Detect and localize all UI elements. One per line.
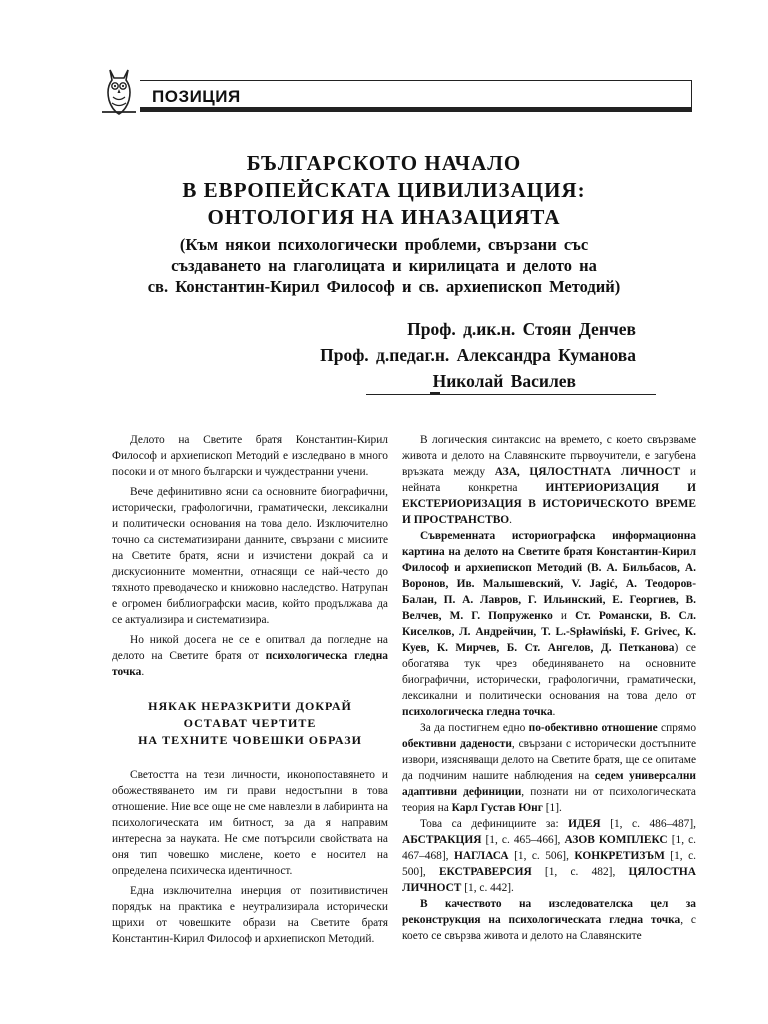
author: Проф. д.педаг.н. Александра Куманова xyxy=(320,345,636,365)
author: Проф. д.ик.н. Стоян Денчев xyxy=(407,319,636,339)
paragraph: Вече дефинитивно ясни са основните биографични, исторически, графологични, граматически, лексикални и политически основания на това дело. Изключително точно са систематизирани данните, свързани с мисиите на Светите братя, ясни и изчистени докрай са и дискусионните моментни, отнасящи се най-често до тяхното преводаческо и книжовно наследство. Натрупан е огромен библиографски масив, който продължава да се актуализира и систематизира. xyxy=(112,486,388,626)
paragraph: Това са дефинициите за: ИДЕЯ [1, с. 486–487], АБСТРАКЦИЯ [1, с. 465–466], АЗОВ КОМПЛЕКС [1, с. 467–468], НАГЛАСА [1, с. 506], КОНКРЕТИЗЪМ [1, с. 500], ЕКСТРАВЕРСИЯ [1, с. 482], ЦЯЛОСТНА ЛИЧНОСТ [1, с. 442]. xyxy=(402,818,697,894)
paragraph: В качеството на изследователска цел за реконструкция на психологическата гледна точка, с което се свързва живота и делото на Славянските xyxy=(402,898,696,942)
article-subtitle: (Към някои психологически проблеми, свързани със създаването на глаголицата и кирилицата и делото на св. Константин-Кирил Философ и св. архиепископ Методий) xyxy=(147,235,621,296)
author: Николай Василев xyxy=(432,371,576,391)
section-heading: НЯКАК НЕРАЗКРИТИ ДОКРАЙ ОСТАВАТ ЧЕРТИТЕ НА ТЕХНИТЕ ЧОВЕШКИ ОБРАЗИ xyxy=(138,699,362,747)
paragraph: Но никой досега не се е опитвал да погледне на делото на Светите братя от психологическа гледна точка. xyxy=(112,634,389,678)
paragraph: Една изключителна инерция от позитивистичен порядък на практика е неутрализирала исторически щрихи от човешките образи на Светите братя Константин-Кирил Философ и архиепископ Методий. xyxy=(112,885,388,945)
paragraph: Делото на Светите братя Константин-Кирил Философ и архиепископ Методий е изследвано в много посоки и от много български и чуждестранни учени. xyxy=(112,434,388,478)
section-label: ПОЗИЦИЯ xyxy=(152,87,241,106)
paragraph: За да постигнем едно по-обективно отношение спрямо обективни дадености, свързани с исторически достъпните извори, изясняващи делото на Светите братя, ще се опитаме да подчиним нашите наблюдения на седем универсални адаптивни дефиниции, познати ни от психологическата теория на Карл Густав Юнг [1]. xyxy=(402,722,697,814)
divider-mark xyxy=(430,392,440,395)
column-right xyxy=(402,432,696,944)
article-title: БЪЛГАРСКОТО НАЧАЛО В ЕВРОПЕЙСКАТА ЦИВИЛИЗАЦИЯ: ОНТОЛОГИЯ НА ИНАЗАЦИЯТА xyxy=(182,151,586,229)
owl-icon xyxy=(98,66,140,118)
paragraph: Съвременната историографска информационна картина на делото на Светите братя Константин-Кирил Философ и архиепископ Методий (В. А. Бильбасов, А. Воронов, Ив. Малышевский, V. Jagić, А. Теодоров-Балан, П. А. Лавров, Г. Ильинский, Е. Георгиев, В. Велчев, М. Г. Попруженко и Ст. Романски, В. Сл. Киселков, Л. Андрейчин, T. L.-Spławiński, F. Grivec, К. Куев, К. Мирчев, Б. Ст. Ангелов, Д. Петканова) се обогатява тук чрез обединяването на основните биографични, исторически, графологични, граматически, лексикални и политически основания на това дело от психологическа гледна точка. xyxy=(402,530,697,718)
column-left xyxy=(112,432,388,947)
paragraph: В логическия синтаксис на времето, с което свързваме живота и делото на Славянските първоучители, е загубена връзката между АЗА, ЦЯЛОСТНАТА ЛИЧНОСТ и нейната конкретна ИНТЕРИОРИЗАЦИЯ И ЕКСТЕРИОРИЗАЦИЯ В ИСТОРИЧЕСКОТО ВРЕМЕ И ПРОСТРАНСТВО. xyxy=(402,434,696,526)
author-list xyxy=(320,316,636,394)
paragraph: Светостта на тези личности, иконопоставянето и обожествяването им ги прави недостъпни в това отношение. Ние все още не сме навлезли в лабиринта на психологическата им битност, за да я направим интересна за науката. Не сме потърсили свойствата на оня тип човешко мислене, което е носител на определена психическа идентичност. xyxy=(112,769,388,877)
title-divider xyxy=(366,394,656,395)
